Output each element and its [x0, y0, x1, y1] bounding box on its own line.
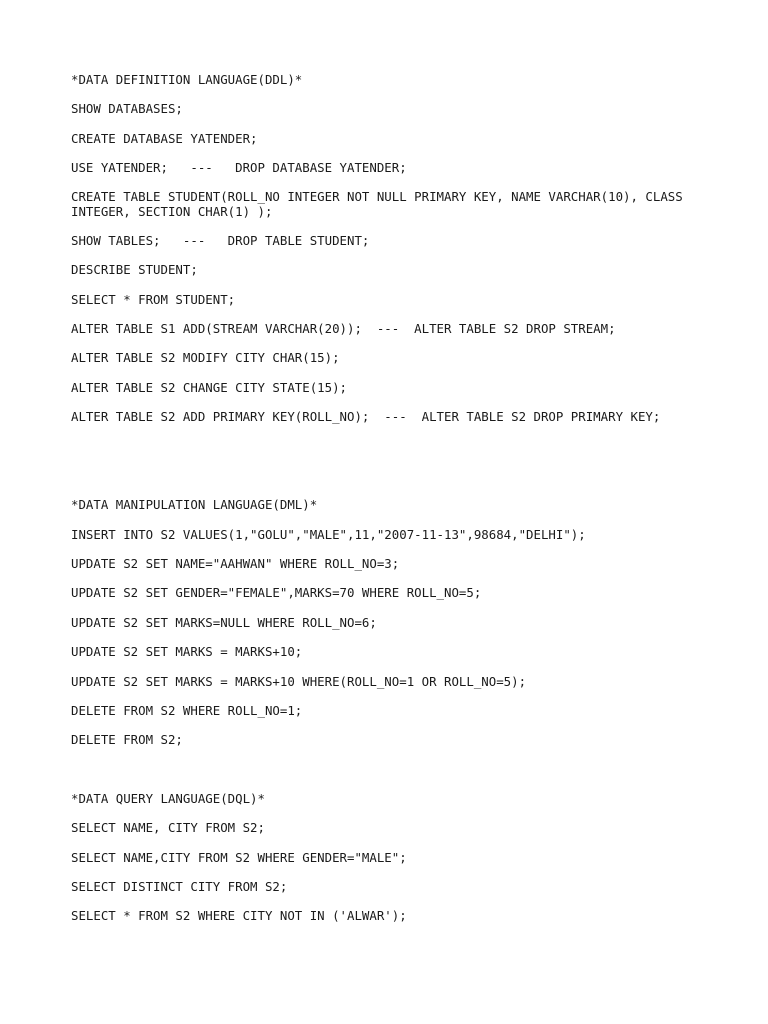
ddl-line-select-all: SELECT * FROM STUDENT; [71, 292, 236, 307]
ddl-line-show-databases: SHOW DATABASES; [71, 101, 183, 116]
dml-line-update-null: UPDATE S2 SET MARKS=NULL WHERE ROLL_NO=6; [71, 615, 377, 630]
dql-line-select-columns: SELECT NAME, CITY FROM S2; [71, 820, 265, 835]
dql-heading: *DATA QUERY LANGUAGE(DQL)* [71, 791, 265, 806]
ddl-line-create-database: CREATE DATABASE YATENDER; [71, 131, 258, 146]
ddl-line-alter-modify: ALTER TABLE S2 MODIFY CITY CHAR(15); [71, 350, 340, 365]
ddl-line-show-tables: SHOW TABLES; --- DROP TABLE STUDENT; [71, 233, 370, 248]
ddl-heading: *DATA DEFINITION LANGUAGE(DDL)* [71, 72, 303, 87]
ddl-line-alter-add: ALTER TABLE S1 ADD(STREAM VARCHAR(20)); --- ALTER TABLE S2 DROP STREAM; [71, 321, 616, 336]
dml-line-update-marks: UPDATE S2 SET MARKS = MARKS+10; [71, 644, 303, 659]
dql-line-select-not-in: SELECT * FROM S2 WHERE CITY NOT IN ('ALWAR'); [71, 908, 407, 923]
dml-line-delete-where: DELETE FROM S2 WHERE ROLL_NO=1; [71, 703, 303, 718]
dml-heading: *DATA MANIPULATION LANGUAGE(DML)* [71, 497, 318, 512]
dql-line-select-where: SELECT NAME,CITY FROM S2 WHERE GENDER="MALE"; [71, 850, 407, 865]
dml-line-insert: INSERT INTO S2 VALUES(1,"GOLU","MALE",11,"2007-11-13",98684,"DELHI"); [71, 527, 586, 542]
dml-line-update-gender: UPDATE S2 SET GENDER="FEMALE",MARKS=70 WHERE ROLL_NO=5; [71, 585, 482, 600]
ddl-line-describe: DESCRIBE STUDENT; [71, 262, 198, 277]
ddl-line-use-database: USE YATENDER; --- DROP DATABASE YATENDER; [71, 160, 407, 175]
dml-line-update-name: UPDATE S2 SET NAME="AAHWAN" WHERE ROLL_NO=3; [71, 556, 400, 571]
ddl-line-alter-change: ALTER TABLE S2 CHANGE CITY STATE(15); [71, 380, 348, 395]
ddl-line-alter-primary-key: ALTER TABLE S2 ADD PRIMARY KEY(ROLL_NO); --- ALTER TABLE S2 DROP PRIMARY KEY; [71, 409, 661, 424]
dql-line-select-distinct: SELECT DISTINCT CITY FROM S2; [71, 879, 288, 894]
dml-line-update-marks-where: UPDATE S2 SET MARKS = MARKS+10 WHERE(ROLL_NO=1 OR ROLL_NO=5); [71, 674, 527, 689]
ddl-line-create-table: CREATE TABLE STUDENT(ROLL_NO INTEGER NOT NULL PRIMARY KEY, NAME VARCHAR(10), CLASS INTEGER, SECTION CHAR(1) ); [71, 189, 691, 219]
dml-line-delete-all: DELETE FROM S2; [71, 732, 183, 747]
